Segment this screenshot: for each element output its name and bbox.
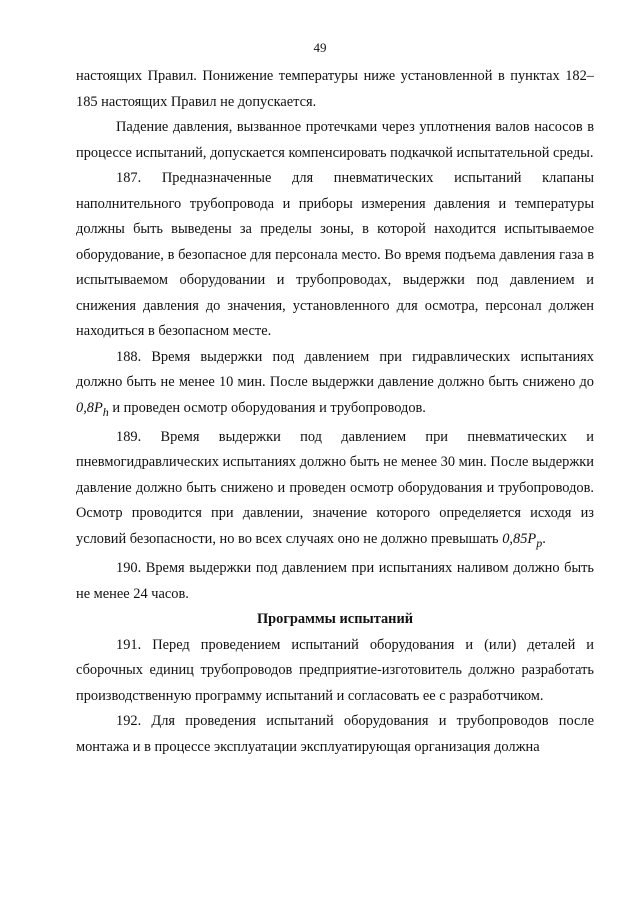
paragraph-189-text-before: 189. Время выдержки под давлением при пневматических и пневмогидравлических испытаниях должно быть не менее 30 мин. После выдержки давление должно быть снижено и проведен осмотр оборудования и трубопроводов. Осмотр проводится при давлении, значение которого определяется исходя из условий безопасности, но во всех случаях оно не должно превышать (76, 428, 594, 547)
paragraph-187: 187. Предназначенные для пневматических испытаний клапаны наполнительного трубопровода и приборы измерения давления и температуры должны быть выведены за пределы зоны, в которой находится испытываемое оборудование, в безопасное для персонала место. Во время подъема давления газа в испытываемом оборудовании и трубопроводах, выдержки под давлением и снижения давления до значения, установленного для осмотра, персонал должен находиться в безопасном месте. (76, 170, 594, 339)
formula-0-8-ph-main: 0,8P (76, 399, 103, 416)
formula-0-85-pp-main: 0,85P (502, 530, 537, 547)
paragraph-192: 192. Для проведения испытаний оборудования и трубопроводов после монтажа и в процессе эксплуатации эксплуатирующая организация должна (76, 713, 594, 755)
paragraph-pressure-drop: Падение давления, вызванное протечками через уплотнения валов насосов в процессе испытаний, допускается компенсировать подкачкой испытательной среды. (76, 119, 594, 161)
paragraph-189-text-after: . (542, 530, 546, 547)
paragraph-189 (76, 425, 594, 556)
paragraph-191: 191. Перед проведением испытаний оборудования и (или) деталей и сборочных единиц трубопроводов предприятие-изготовитель должно разработать производственную программу испытаний и согласовать ее с разработчиком. (76, 636, 594, 704)
paragraph-188-text-after: и проведен осмотр оборудования и трубопроводов. (108, 399, 426, 416)
page-number: 49 (313, 40, 327, 55)
paragraph-continuation: настоящих Правил. Понижение температуры ниже установленной в пунктах 182–185 настоящих Правил не допускается. (76, 68, 594, 110)
formula-0-8-ph-subscript: h (102, 404, 109, 419)
formula-0-8-ph (76, 399, 109, 419)
section-heading: Программы испытаний (256, 611, 414, 628)
paragraph-188-text-before: 188. Время выдержки под давлением при гидравлических испытаниях должно быть не менее 10 мин. После выдержки давление должно быть снижено до (76, 348, 594, 390)
formula-0-85-pp (502, 530, 543, 550)
document-body (76, 64, 594, 760)
paragraph-188 (76, 345, 594, 425)
paragraph-190: 190. Время выдержки под давлением при испытаниях наливом должно быть не менее 24 часов. (76, 560, 594, 602)
formula-0-85-pp-subscript: p (536, 535, 543, 550)
